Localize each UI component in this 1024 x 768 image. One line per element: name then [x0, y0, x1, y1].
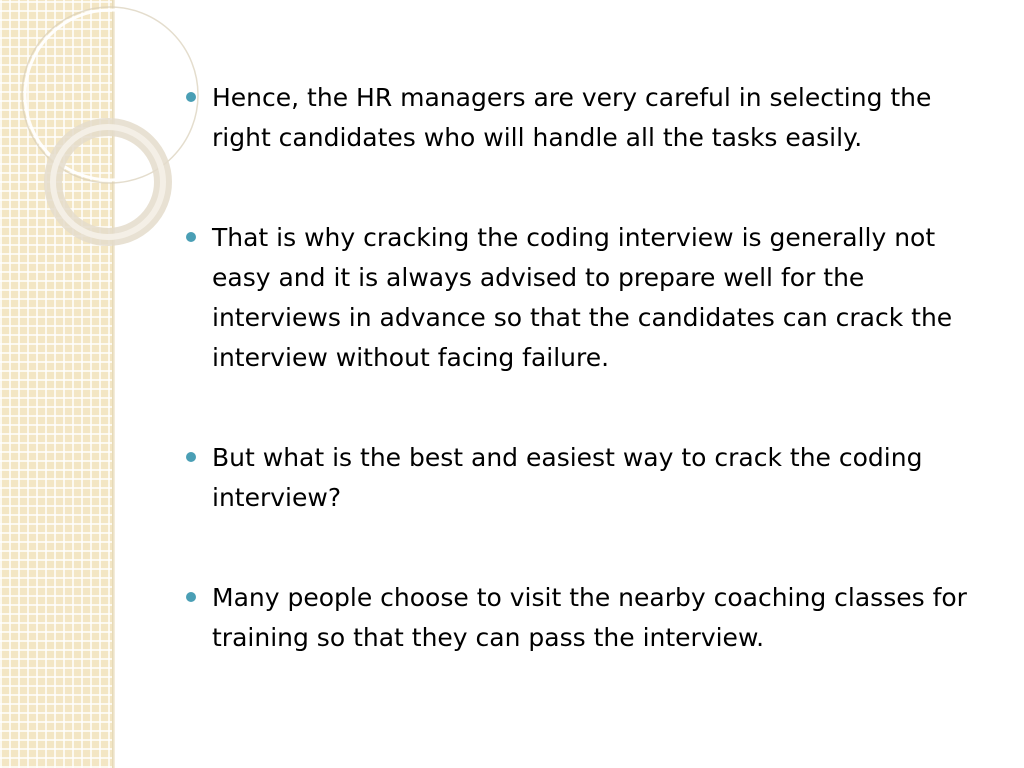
- bullet-dot-icon: [186, 232, 196, 242]
- bullet-text: That is why cracking the coding interview is generally not easy and it is always advised to prepare well for the interviews in advance so that the candidates can crack the interview without facing failure.: [212, 223, 953, 372]
- list-item: [186, 78, 998, 158]
- list-item: [186, 578, 998, 658]
- bullet-text: But what is the best and easiest way to crack the coding interview?: [212, 443, 923, 512]
- bullet-dot-icon: [186, 592, 196, 602]
- bullet-dot-icon: [186, 452, 196, 462]
- list-item: [186, 438, 998, 518]
- decorative-rings: [0, 0, 200, 300]
- bullet-dot-icon: [186, 92, 196, 102]
- list-item: [186, 218, 998, 378]
- bullet-text: Hence, the HR managers are very careful in selecting the right candidates who will handle all the tasks easily.: [212, 83, 932, 152]
- bullet-text: Many people choose to visit the nearby coaching classes for training so that they can pass the interview.: [212, 583, 967, 652]
- bullet-list: [186, 78, 998, 718]
